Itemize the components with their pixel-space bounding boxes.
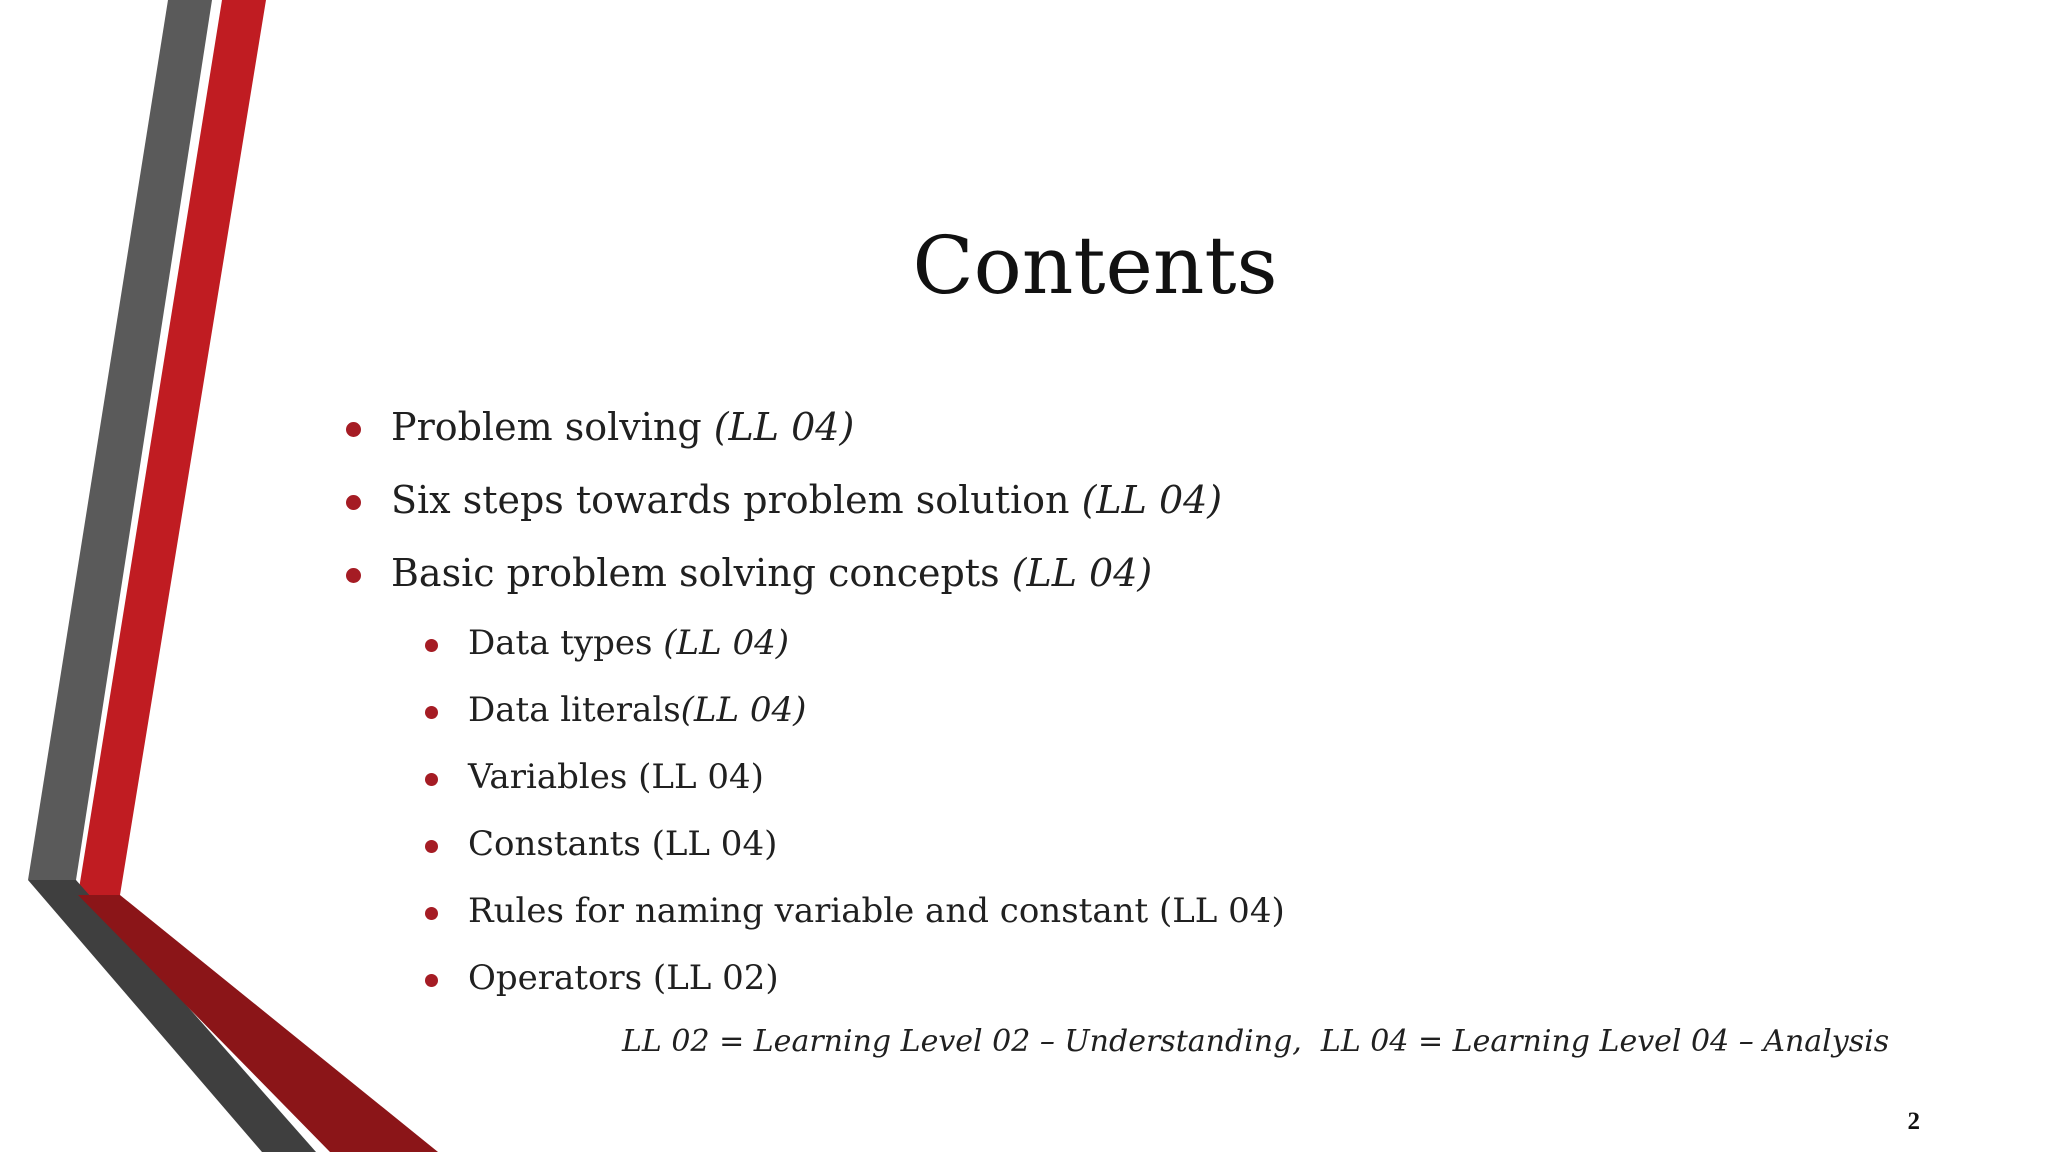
list-item: Six steps towards problem solution (LL 04) <box>391 478 1222 522</box>
page-title: Contents <box>912 219 1278 312</box>
dark-gray-wedge <box>28 880 316 1152</box>
bullet <box>425 639 438 652</box>
list-item: Basic problem solving concepts (LL 04) <box>391 551 1152 595</box>
bullet <box>425 907 438 920</box>
sub-list-item: Constants (LL 04) <box>468 824 777 864</box>
sub-list-item: Data types (LL 04) <box>468 623 789 663</box>
bullet <box>425 706 438 719</box>
bullet <box>425 840 438 853</box>
list-item: Problem solving (LL 04) <box>391 405 854 449</box>
bullet <box>425 773 438 786</box>
page-number: 2 <box>1907 1108 1920 1135</box>
sub-list-item: Rules for naming variable and constant (LL 04) <box>468 891 1285 931</box>
footnote: LL 02 = Learning Level 02 – Understanding, LL 04 = Learning Level 04 – Analysis <box>622 1024 1890 1059</box>
bullet <box>346 495 361 510</box>
sub-list-item: Operators (LL 02) <box>468 958 779 998</box>
sub-list-item: Variables (LL 04) <box>468 757 764 797</box>
bullet <box>425 974 438 987</box>
bullet <box>346 568 361 583</box>
sub-list-item: Data literals(LL 04) <box>468 690 806 730</box>
bullet <box>346 422 361 437</box>
